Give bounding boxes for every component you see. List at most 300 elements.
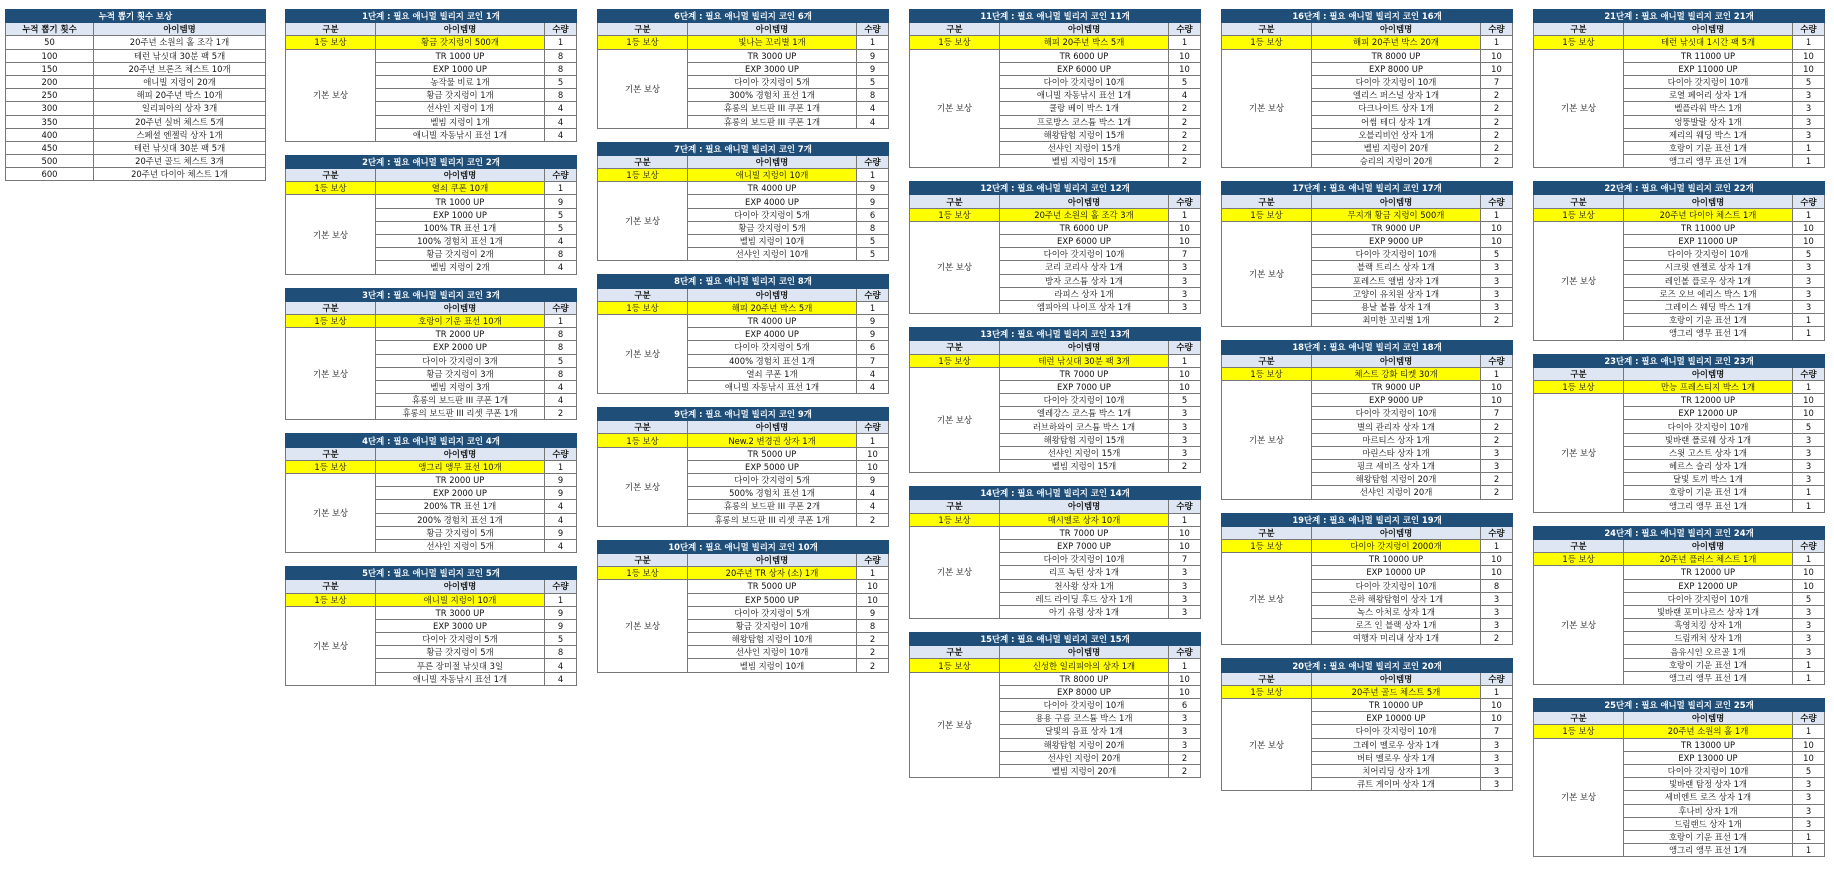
- reward-item: 애니빌 자동낚시 표선 1개: [688, 380, 857, 393]
- reward-item: 로즈 인 블랙 상자 1개: [1312, 619, 1481, 632]
- reward-item: 레인볼 플로우 상자 1개: [1624, 274, 1793, 287]
- reward-quantity: 3: [1481, 751, 1513, 764]
- reward-item: 다이아 갓지렁이 5개: [688, 208, 857, 221]
- reward-quantity: 3: [1793, 632, 1825, 645]
- header-category: 구분: [1222, 195, 1312, 208]
- first-prize-quantity: 1: [1793, 725, 1825, 738]
- stage-title: 25단계 : 필요 애니멀 빌리지 코인 25개: [1534, 699, 1825, 712]
- reward-item: 황금 갓지렁이 3개: [376, 367, 545, 380]
- header-item: 아이템명: [1312, 195, 1481, 208]
- header-quantity: 수량: [544, 447, 576, 460]
- draw-count: 500: [6, 155, 94, 168]
- header-category: 구분: [1534, 195, 1624, 208]
- stage-block: [909, 327, 1201, 473]
- header-item: 아이템명: [688, 553, 857, 566]
- stage-title: 24단계 : 필요 애니멀 빌리지 코인 24개: [1534, 526, 1825, 539]
- reward-item: 500% 경험치 표선 1개: [688, 487, 857, 500]
- reward-quantity: 4: [856, 115, 888, 128]
- first-prize-item: 신성한 일리피아의 상자 1개: [1000, 659, 1169, 672]
- reward-quantity: 4: [1169, 89, 1201, 102]
- reward-quantity: 3: [1793, 645, 1825, 658]
- reward-quantity: 8: [856, 89, 888, 102]
- reward-quantity: 5: [1481, 248, 1513, 261]
- first-prize-label: 1등 보상: [286, 182, 376, 195]
- header-quantity: 수량: [856, 23, 888, 36]
- reward-item: 버터 멜로우 상자 1개: [1312, 751, 1481, 764]
- reward-item: 선샤인 지렁이 20개: [1312, 486, 1481, 499]
- base-reward-label: 기본 보상: [1534, 566, 1624, 685]
- reward-item: 마린스타 상자 1개: [1312, 446, 1481, 459]
- reward-quantity: 2: [1481, 89, 1513, 102]
- header-item: 아이템명: [376, 447, 545, 460]
- stage-table: [1533, 9, 1825, 168]
- reward-item: TR 1000 UP: [376, 49, 545, 62]
- reward-item: EXP 8000 UP: [1312, 62, 1481, 75]
- reward-quantity: 10: [1169, 49, 1201, 62]
- reward-item: 벨빔 지렁이 3개: [376, 380, 545, 393]
- reward-quantity: 1: [1793, 314, 1825, 327]
- header-quantity: 수량: [1481, 354, 1513, 367]
- reward-item: 앵그리 앵무 표선 1개: [1624, 155, 1793, 168]
- draw-count: 300: [6, 102, 94, 115]
- reward-quantity: 10: [1793, 49, 1825, 62]
- reward-item: 선샤인 지렁이 1개: [376, 102, 545, 115]
- reward-item: 황금 갓지렁이 1개: [376, 89, 545, 102]
- reward-item: TR 9000 UP: [1312, 221, 1481, 234]
- stage-block: [285, 566, 577, 686]
- stage-title: 1단계 : 필요 애니멀 빌리지 코인 1개: [286, 10, 577, 23]
- reward-item: 코리 코리사 상자 1개: [1000, 261, 1169, 274]
- reward-quantity: 5: [1793, 420, 1825, 433]
- first-prize-quantity: 1: [544, 182, 576, 195]
- base-reward-row: [598, 49, 889, 62]
- reward-quantity: 2: [1169, 751, 1201, 764]
- header-category: 구분: [1534, 539, 1624, 552]
- reward-quantity: 8: [857, 619, 889, 632]
- header-category: 구분: [286, 580, 376, 593]
- reward-item: 다이아 갓지렁이 5개: [688, 606, 857, 619]
- reward-quantity: 3: [1793, 804, 1825, 817]
- cumulative-row: [6, 89, 266, 102]
- base-reward-label: 기본 보상: [1222, 221, 1312, 327]
- stage-table: [1533, 698, 1825, 857]
- base-reward-row: [1534, 566, 1825, 579]
- stage-table: [285, 155, 577, 275]
- reward-item: 다이아 갓지렁이 10개: [1000, 553, 1169, 566]
- header-category: 구분: [1222, 354, 1312, 367]
- reward-quantity: 10: [1793, 221, 1825, 234]
- reward-item: EXP 5000 UP: [688, 460, 857, 473]
- reward-quantity: 3: [1169, 738, 1201, 751]
- first-prize-item: 만능 프레스티지 박스 1개: [1624, 380, 1793, 393]
- base-reward-label: 기본 보상: [286, 474, 376, 553]
- first-prize-item: 20주년 다이아 체스트 1개: [1624, 208, 1793, 221]
- header-item: 아이템명: [1624, 712, 1793, 725]
- reward-item: 승리의 지렁이 20개: [1312, 155, 1481, 168]
- reward-quantity: 3: [1169, 446, 1201, 459]
- first-prize-label: 1등 보상: [286, 460, 376, 473]
- first-prize-quantity: 1: [1793, 380, 1825, 393]
- reward-item: 휴롱의 보드판 III 쿠폰 1개: [688, 115, 857, 128]
- reward-item: TR 2000 UP: [376, 474, 545, 487]
- reward-item: 휴롱의 보드판 III 쿠폰 2개: [688, 500, 857, 513]
- base-reward-label: 기본 보상: [286, 195, 376, 274]
- draw-count: 450: [6, 141, 94, 154]
- stage-block: [1221, 340, 1513, 499]
- stage-block: [1533, 698, 1825, 857]
- first-prize-item: 테런 낚싯대 30분 팩 3개: [1000, 354, 1169, 367]
- reward-item: 400% 경험치 표선 1개: [688, 354, 857, 367]
- base-reward-row: [910, 526, 1201, 539]
- reward-quantity: 2: [1169, 102, 1201, 115]
- stage-title: 13단계 : 필요 애니멀 빌리지 코인 13개: [910, 328, 1201, 341]
- reward-item: EXP 12000 UP: [1624, 407, 1793, 420]
- first-prize-item: 20주년 소원의 홀 조각 3개: [1000, 208, 1169, 221]
- reward-item: TR 10000 UP: [1312, 699, 1481, 712]
- header-item: 아이템명: [1624, 367, 1793, 380]
- stage-table: [1533, 181, 1825, 340]
- reward-quantity: 10: [1169, 235, 1201, 248]
- reward-quantity: 3: [1793, 433, 1825, 446]
- first-prize-item: 애니빌 지렁이 10개: [376, 593, 545, 606]
- base-reward-label: 기본 보상: [1534, 738, 1624, 857]
- header-category: 구분: [910, 341, 1000, 354]
- reward-quantity: 1: [1793, 830, 1825, 843]
- header-quantity: 수량: [544, 169, 576, 182]
- stage-table: [597, 540, 889, 673]
- reward-item: 엠피아의 나이프 상자 1개: [1000, 300, 1169, 313]
- reward-quantity: 3: [1169, 605, 1201, 618]
- reward-item: 달빛 토끼 박스 1개: [1624, 473, 1793, 486]
- stage-block: [1221, 9, 1513, 168]
- header-item: 아이템명: [688, 421, 857, 434]
- stage-title: 7단계 : 필요 애니멀 빌리지 코인 7개: [598, 142, 889, 155]
- reward-quantity: 10: [1481, 380, 1513, 393]
- reward-quantity: 1: [1793, 486, 1825, 499]
- stage-block: [909, 632, 1201, 778]
- reward-item: 로즈 오브 에리스 박스 1개: [1624, 287, 1793, 300]
- reward-item: 20주년 소원의 홀 조각 1개: [94, 36, 266, 49]
- first-prize-item: 체스트 강화 티켓 30개: [1312, 367, 1481, 380]
- reward-item: 빛바랜 탐정 상자 1개: [1624, 778, 1793, 791]
- header-quantity: 수량: [1481, 526, 1513, 539]
- reward-quantity: 10: [856, 447, 888, 460]
- reward-quantity: 2: [1481, 420, 1513, 433]
- stage-title: 18단계 : 필요 애니멀 빌리지 코인 18개: [1222, 341, 1513, 354]
- reward-item: 프로방스 코스튬 박스 1개: [1000, 115, 1169, 128]
- reward-item: 다이아 갓지렁이 10개: [1624, 592, 1793, 605]
- base-reward-label: 기본 보상: [598, 182, 688, 261]
- reward-item: 200% 경험치 표선 1개: [376, 513, 545, 526]
- reward-item: 다이아 갓지렁이 10개: [1312, 75, 1481, 88]
- reward-item: TR 9000 UP: [1312, 380, 1481, 393]
- reward-item: 벨빔 지렁이 10개: [688, 659, 857, 672]
- header-item: 아이템명: [376, 169, 545, 182]
- reward-item: 여행자 미리내 상자 1개: [1312, 632, 1481, 645]
- reward-quantity: 8: [544, 62, 576, 75]
- reward-item: 앵그리 앵무 표선 1개: [1624, 671, 1793, 684]
- reward-item: 황금 갓지렁이 2개: [376, 248, 545, 261]
- reward-quantity: 6: [856, 208, 888, 221]
- stage-title: 10단계 : 필요 애니멀 빌리지 코인 10개: [598, 540, 889, 553]
- reward-quantity: 4: [544, 500, 576, 513]
- reward-quantity: 2: [857, 659, 889, 672]
- reward-quantity: 3: [1481, 592, 1513, 605]
- base-reward-row: [1534, 221, 1825, 234]
- reward-item: 다이아 갓지렁이 10개: [1624, 420, 1793, 433]
- cumulative-row: [6, 115, 266, 128]
- stage-block: [597, 274, 889, 394]
- header-quantity: 수량: [856, 155, 888, 168]
- reward-quantity: 3: [1793, 619, 1825, 632]
- reward-quantity: 3: [1481, 287, 1513, 300]
- reward-quantity: 4: [544, 394, 576, 407]
- first-prize-item: 매시멜로 상자 10개: [1000, 513, 1169, 526]
- first-prize-item: 20주년 골드 체스트 5개: [1312, 685, 1481, 698]
- reward-item: 애니빌 자동낚시 표선 1개: [1000, 89, 1169, 102]
- header-quantity: 수량: [1169, 23, 1201, 36]
- first-prize-quantity: 1: [544, 460, 576, 473]
- reward-item: 황금 갓지렁이 5개: [376, 646, 545, 659]
- reward-quantity: 3: [1793, 791, 1825, 804]
- reward-item: 제리의 웨딩 박스 1개: [1624, 128, 1793, 141]
- header-quantity: 수량: [1169, 500, 1201, 513]
- base-reward-row: [1222, 221, 1513, 234]
- first-prize-label: 1등 보상: [286, 36, 376, 49]
- stage-table: [909, 9, 1201, 168]
- reward-item: 레드 라이딩 후드 상자 1개: [1000, 592, 1169, 605]
- reward-quantity: 10: [1793, 235, 1825, 248]
- reward-quantity: 4: [544, 115, 576, 128]
- stage-block: [1533, 181, 1825, 340]
- first-prize-quantity: 1: [1169, 659, 1201, 672]
- reward-item: 20주년 실버 체스트 5개: [94, 115, 266, 128]
- reward-quantity: 3: [1169, 420, 1201, 433]
- reward-quantity: 2: [1481, 473, 1513, 486]
- reward-item: 어썸 테디 상자 1개: [1312, 115, 1481, 128]
- reward-quantity: 4: [544, 659, 576, 672]
- reward-quantity: 10: [1793, 394, 1825, 407]
- reward-item: TR 7000 UP: [1000, 526, 1169, 539]
- stage-table: [285, 566, 577, 686]
- reward-quantity: 7: [1481, 75, 1513, 88]
- first-prize-label: 1등 보상: [910, 36, 1000, 49]
- reward-item: TR 13000 UP: [1624, 738, 1793, 751]
- header-quantity: 수량: [1481, 195, 1513, 208]
- reward-item: EXP 4000 UP: [688, 195, 857, 208]
- header-item: 아이템명: [688, 155, 857, 168]
- reward-item: TR 1000 UP: [376, 195, 545, 208]
- stage-table: [1221, 9, 1513, 168]
- base-reward-label: 기본 보상: [1534, 49, 1624, 168]
- stage-table: [285, 433, 577, 553]
- first-prize-quantity: 1: [1793, 208, 1825, 221]
- first-prize-quantity: 1: [1169, 36, 1201, 49]
- stage-table: [597, 274, 889, 394]
- header-quantity: 수량: [1481, 672, 1513, 685]
- reward-quantity: 10: [1169, 62, 1201, 75]
- reward-item: 호랑이 기운 표선 1개: [1624, 658, 1793, 671]
- stage-title: 11단계 : 필요 애니멀 빌리지 코인 11개: [910, 10, 1201, 23]
- stage-block: [1533, 526, 1825, 685]
- reward-quantity: 4: [544, 235, 576, 248]
- reward-item: TR 12000 UP: [1624, 566, 1793, 579]
- stage-block: [285, 155, 577, 275]
- reward-quantity: 4: [544, 539, 576, 552]
- reward-quantity: 8: [544, 248, 576, 261]
- stage-table: [1221, 340, 1513, 499]
- base-reward-row: [598, 314, 889, 327]
- reward-item: 오블리비언 상자 1개: [1312, 128, 1481, 141]
- reward-quantity: 10: [1169, 539, 1201, 552]
- reward-item: EXP 11000 UP: [1624, 235, 1793, 248]
- reward-quantity: 9: [544, 619, 576, 632]
- reward-quantity: 3: [1481, 261, 1513, 274]
- reward-quantity: 9: [856, 195, 888, 208]
- reward-quantity: 1: [1793, 499, 1825, 512]
- reward-item: EXP 6000 UP: [1000, 235, 1169, 248]
- first-prize-quantity: 1: [544, 36, 576, 49]
- header-item: 아이템명: [688, 288, 857, 301]
- reward-item: 그레이 멜로우 상자 1개: [1312, 738, 1481, 751]
- reward-quantity: 1: [1793, 141, 1825, 154]
- reward-quantity: 10: [1169, 685, 1201, 698]
- reward-quantity: 2: [1481, 141, 1513, 154]
- base-reward-row: [286, 328, 577, 341]
- header-item: 아이템명: [1000, 341, 1169, 354]
- header-category: 구분: [1222, 23, 1312, 36]
- reward-item: 애니빌 자동낚시 표선 1개: [376, 128, 545, 141]
- reward-item: 다이아 갓지렁이 10개: [1000, 699, 1169, 712]
- reward-item: 벨플라워 박스 1개: [1624, 102, 1793, 115]
- reward-quantity: 2: [1481, 102, 1513, 115]
- stage-block: [909, 9, 1201, 168]
- reward-item: 벨빔 지렁이 10개: [688, 235, 857, 248]
- reward-item: 벨빔 지렁이 1개: [376, 115, 545, 128]
- reward-item: 다이아 갓지렁이 5개: [688, 75, 857, 88]
- reward-quantity: 9: [856, 328, 888, 341]
- reward-quantity: 5: [544, 633, 576, 646]
- stage-table: [285, 288, 577, 421]
- reward-quantity: 10: [1793, 751, 1825, 764]
- first-prize-quantity: 1: [544, 593, 576, 606]
- cumulative-reward-table: [5, 9, 266, 181]
- reward-quantity: 7: [1481, 725, 1513, 738]
- stage-title: 3단계 : 필요 애니멀 빌리지 코인 3개: [286, 288, 577, 301]
- reward-item: 해피 20주년 박스 10개: [94, 89, 266, 102]
- base-reward-label: 기본 보상: [1534, 221, 1624, 340]
- reward-item: 시크릿 엔젤로 상자 1개: [1624, 261, 1793, 274]
- reward-item: TR 3000 UP: [376, 606, 545, 619]
- stage-block: [597, 540, 889, 673]
- draw-count: 350: [6, 115, 94, 128]
- reward-item: TR 6000 UP: [1000, 49, 1169, 62]
- reward-quantity: 5: [856, 75, 888, 88]
- reward-quantity: 8: [544, 49, 576, 62]
- reward-item: 리프 녹턴 상자 1개: [1000, 566, 1169, 579]
- reward-quantity: 10: [1481, 49, 1513, 62]
- reward-quantity: 2: [1481, 314, 1513, 327]
- reward-item: EXP 7000 UP: [1000, 539, 1169, 552]
- reward-quantity: 9: [856, 49, 888, 62]
- first-prize-label: 1등 보상: [1534, 36, 1624, 49]
- reward-quantity: 3: [1793, 473, 1825, 486]
- base-reward-row: [1222, 49, 1513, 62]
- reward-quantity: 3: [1793, 89, 1825, 102]
- stage-title: 21단계 : 필요 애니멀 빌리지 코인 21개: [1534, 10, 1825, 23]
- reward-item: 선샤인 지렁이 10개: [688, 248, 857, 261]
- reward-quantity: 3: [1169, 433, 1201, 446]
- first-prize-quantity: 1: [1793, 36, 1825, 49]
- header-item: 아이템명: [376, 580, 545, 593]
- reward-quantity: 3: [1793, 605, 1825, 618]
- reward-quantity: 9: [857, 606, 889, 619]
- reward-quantity: 9: [856, 314, 888, 327]
- stage-title: 12단계 : 필요 애니멀 빌리지 코인 12개: [910, 182, 1201, 195]
- reward-item: 휴롱의 보드판 III 쿠폰 1개: [376, 394, 545, 407]
- stage-column-2: [597, 9, 889, 686]
- stage-title: 20단계 : 필요 애니멀 빌리지 코인 20개: [1222, 659, 1513, 672]
- reward-item: 포레스트 앨범 상자 1개: [1312, 274, 1481, 287]
- cumulative-row: [6, 62, 266, 75]
- reward-quantity: 3: [1481, 460, 1513, 473]
- header-category: 구분: [598, 553, 688, 566]
- reward-quantity: 3: [1793, 817, 1825, 830]
- header-quantity: 수량: [1793, 367, 1825, 380]
- reward-quantity: 3: [1481, 738, 1513, 751]
- first-prize-item: 해피 20주년 박스 5개: [1000, 36, 1169, 49]
- first-prize-item: 해피 20주년 박스 5개: [688, 301, 857, 314]
- first-prize-quantity: 1: [856, 301, 888, 314]
- base-reward-label: 기본 보상: [910, 367, 1000, 473]
- header-quantity: 수량: [1793, 23, 1825, 36]
- reward-item: 후나비 상자 1개: [1624, 804, 1793, 817]
- reward-item: 드림캐처 상자 1개: [1624, 632, 1793, 645]
- reward-item: 해왕탐험 지렁이 15개: [1000, 433, 1169, 446]
- reward-quantity: 3: [1793, 300, 1825, 313]
- reward-quantity: 10: [1169, 526, 1201, 539]
- first-prize-quantity: 1: [1169, 354, 1201, 367]
- reward-item: EXP 6000 UP: [1000, 62, 1169, 75]
- first-prize-label: 1등 보상: [598, 36, 688, 49]
- reward-item: 별의 관리자 상자 1개: [1312, 420, 1481, 433]
- stage-table: [597, 407, 889, 527]
- first-prize-item: 20주년 소원의 홀 1개: [1624, 725, 1793, 738]
- reward-quantity: 4: [544, 380, 576, 393]
- reward-quantity: 3: [1169, 300, 1201, 313]
- reward-quantity: 3: [1793, 778, 1825, 791]
- base-reward-row: [1222, 699, 1513, 712]
- reward-quantity: 10: [1481, 566, 1513, 579]
- reward-item: EXP 13000 UP: [1624, 751, 1793, 764]
- base-reward-row: [1222, 380, 1513, 393]
- stage-table: [1221, 658, 1513, 791]
- reward-quantity: 2: [857, 633, 889, 646]
- first-prize-quantity: 1: [856, 36, 888, 49]
- reward-item: 라피스 상자 1개: [1000, 287, 1169, 300]
- reward-item: 다이아 갓지렁이 10개: [1312, 407, 1481, 420]
- stage-table: [909, 181, 1201, 314]
- reward-item: 선샤인 지렁이 20개: [1000, 751, 1169, 764]
- reward-quantity: 3: [1793, 128, 1825, 141]
- first-prize-quantity: 1: [1169, 513, 1201, 526]
- reward-item: 최미한 꼬리별 1개: [1312, 314, 1481, 327]
- first-prize-item: 20주년 플러스 체스트 1개: [1624, 553, 1793, 566]
- reward-quantity: 9: [544, 195, 576, 208]
- reward-quantity: 4: [856, 102, 888, 115]
- reward-quantity: 3: [1169, 261, 1201, 274]
- header-category: 구분: [1222, 526, 1312, 539]
